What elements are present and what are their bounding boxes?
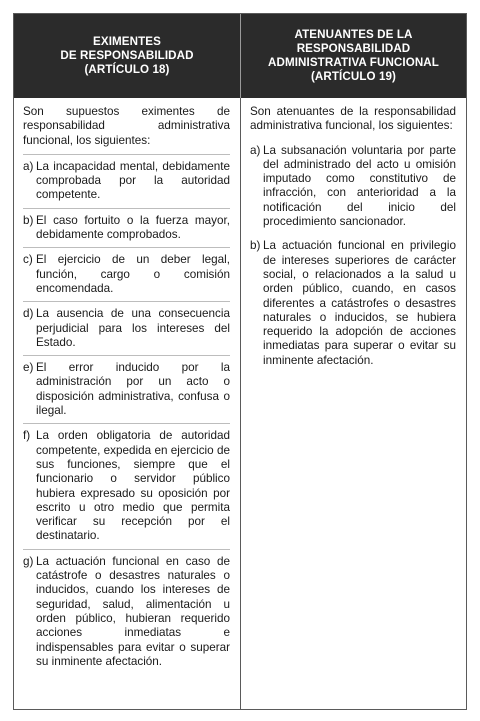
item-label: g) bbox=[23, 554, 34, 568]
header-atenuantes bbox=[240, 14, 466, 98]
header-atenuantes-text: ATENUANTES DE LA RESPONSABILIDAD ADMINISTRATIVA FUNCIONAL (ARTÍCULO 19) bbox=[268, 28, 439, 83]
item-text: La actuación funcional en caso de catástrofe o desastres naturales o inducidos, cuando los intereses de seguridad, salud, alimentación u orden público, hubieran requerido acciones inmediatas e indispensables para evitar o superar su inminente afectación. bbox=[36, 554, 230, 668]
comparison-table bbox=[13, 13, 467, 710]
item-label: e) bbox=[23, 361, 34, 375]
item-label: b) bbox=[23, 213, 34, 227]
eximentes-column bbox=[14, 98, 240, 709]
item-text: La incapacidad mental, debidamente comprobada por la autoridad competente. bbox=[36, 159, 230, 202]
eximentes-list bbox=[23, 154, 230, 674]
item-text: La orden obligatoria de autoridad competente, expedida en ejercicio de sus funciones, siempre que el funcionario o servidor público hubiera expresado su oposición por escrito u otro medio que permita verificar su recepción por el destinatario. bbox=[36, 429, 230, 543]
table-body-row bbox=[14, 98, 466, 709]
atenuantes-column bbox=[240, 98, 466, 709]
header-eximentes bbox=[14, 14, 240, 98]
atenuantes-intro: Son atenuantes de la responsabilidad administrativa funcional, los siguientes: bbox=[250, 105, 456, 133]
item-label: a) bbox=[23, 159, 34, 173]
table-header-row bbox=[14, 14, 466, 98]
item-label: a) bbox=[250, 143, 261, 157]
list-item bbox=[23, 423, 230, 548]
list-item bbox=[23, 247, 230, 301]
eximentes-intro: Son supuestos eximentes de responsabilidad administrativa funcional, los siguientes: bbox=[23, 105, 230, 147]
item-label: c) bbox=[23, 253, 33, 267]
item-text: El caso fortuito o la fuerza mayor, debidamente comprobados. bbox=[36, 213, 230, 242]
item-text: La subsanación voluntaria por parte del administrado del acto u omisión imputado como constitutivo de infracción, con anterioridad a la notificación del inicio del procedimiento sancionador. bbox=[263, 143, 456, 229]
item-label: d) bbox=[23, 307, 34, 321]
atenuantes-list bbox=[250, 140, 456, 374]
header-eximentes-text: EXIMENTES DE RESPONSABILIDAD (ARTÍCULO 18) bbox=[60, 35, 194, 76]
item-label: b) bbox=[250, 239, 261, 253]
list-item bbox=[23, 154, 230, 208]
item-label: f) bbox=[23, 429, 31, 443]
list-item bbox=[23, 549, 230, 674]
list-item bbox=[250, 140, 456, 236]
list-item bbox=[250, 235, 456, 374]
list-item bbox=[23, 355, 230, 423]
list-item bbox=[23, 208, 230, 248]
item-text: El error inducido por la administración por un acto o disposición administrativa, confusa o ilegal. bbox=[36, 361, 230, 418]
item-text: El ejercicio de un deber legal, función, cargo o comisión encomendada. bbox=[36, 253, 230, 295]
item-text: La ausencia de una consecuencia perjudicial para los intereses del Estado. bbox=[36, 307, 230, 349]
item-text: La actuación funcional en privilegio de intereses superiores de carácter social, o relacionados a la salud u orden público, cuando, en casos diferentes a catástrofes o desastres naturales o inducidos, se hubiera requerido la adopción de acciones inmediatas para superar o evitar su inminente afectación. bbox=[263, 239, 456, 367]
list-item bbox=[23, 301, 230, 355]
